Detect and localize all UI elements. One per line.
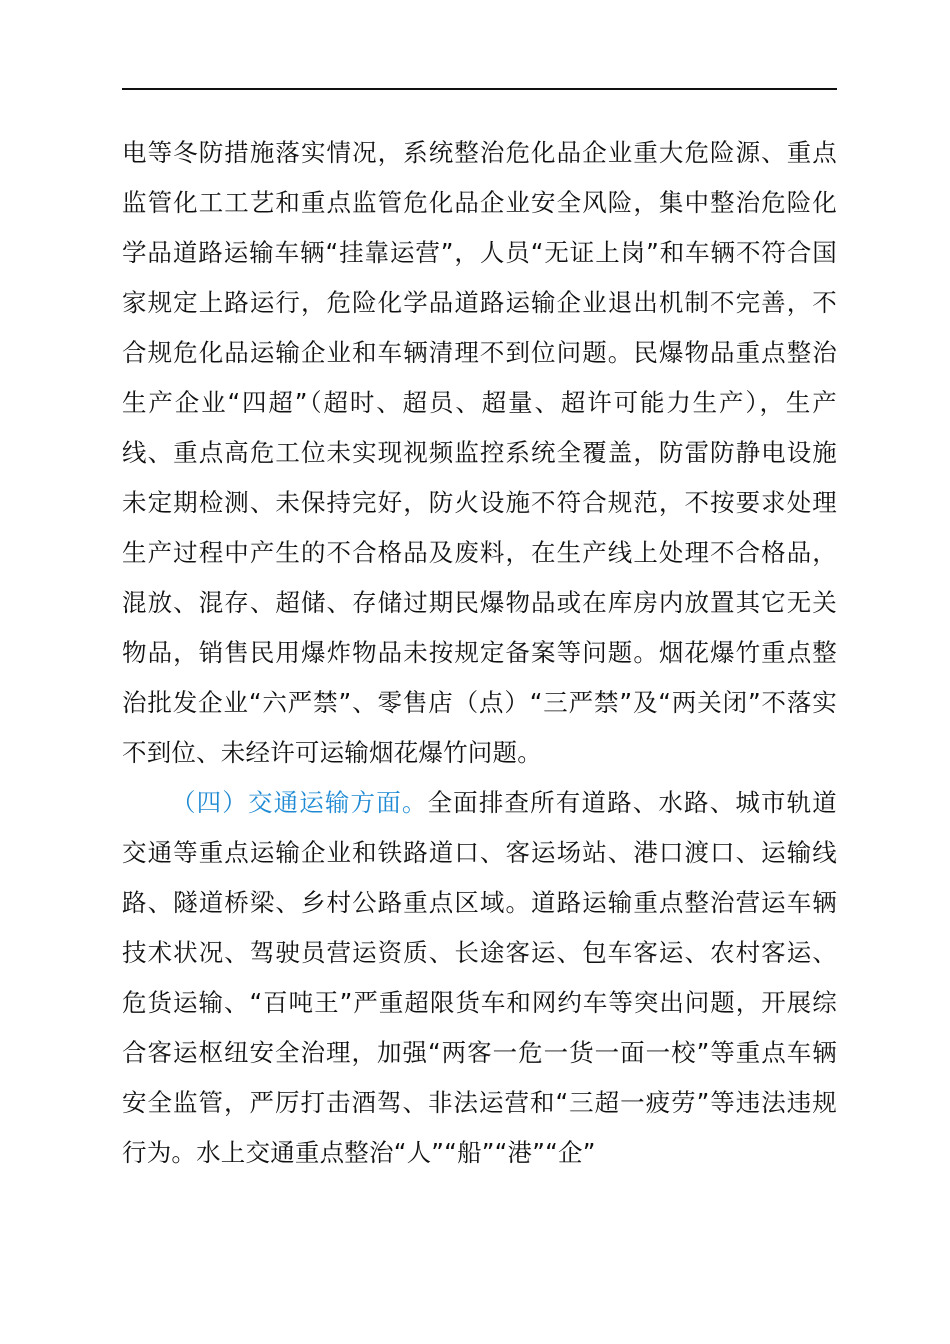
header-rule <box>122 88 837 90</box>
section-heading-transportation: （四）交通运输方面。 <box>171 788 428 817</box>
section-body-transportation: 全面排查所有道路、水路、城市轨道交通等重点运输企业和铁路道口、客运场站、港口渡口、运输线路、隧道桥梁、乡村公路重点区域。道路运输重点整治营运车辆技术状况、驾驶员营运资质、长途客运、包车客运、农村客运、危货运输、“百吨王”严重超限货车和网约车等突出问题，开展综合客运枢纽安全治理，加强“两客一危一货一面一校”等重点车辆安全监管，严厉打击酒驾、非法运营和“三超一疲劳”等违法违规行为。水上交通重点整治“人”“船”“港”“企” <box>122 788 838 1167</box>
paragraph-hazardous-chemicals: 电等冬防措施落实情况，系统整治危化品企业重大危险源、重点监管化工工艺和重点监管危化品企业安全风险，集中整治危险化学品道路运输车辆“挂靠运营”，人员“无证上岗”和车辆不符合国家规定上路运行，危险化学品道路运输企业退出机制不完善，不合规危化品运输企业和车辆清理不到位问题。民爆物品重点整治生产企业“四超”（超时、超员、超量、超许可能力生产），生产线、重点高危工位未实现视频监控系统全覆盖，防雷防静电设施未定期检测、未保持完好，防火设施不符合规范，不按要求处理生产过程中产生的不合格品及废料，在生产线上处理不合格品，混放、混存、超储、存储过期民爆物品或在库房内放置其它无关物品，销售民用爆炸物品未按规定备案等问题。烟花爆竹重点整治批发企业“六严禁”、零售店（点）“三严禁”及“两关闭”不落实不到位、未经许可运输烟花爆竹问题。 <box>122 138 837 767</box>
paragraph-transportation <box>122 778 837 1178</box>
document-body <box>122 128 837 1178</box>
